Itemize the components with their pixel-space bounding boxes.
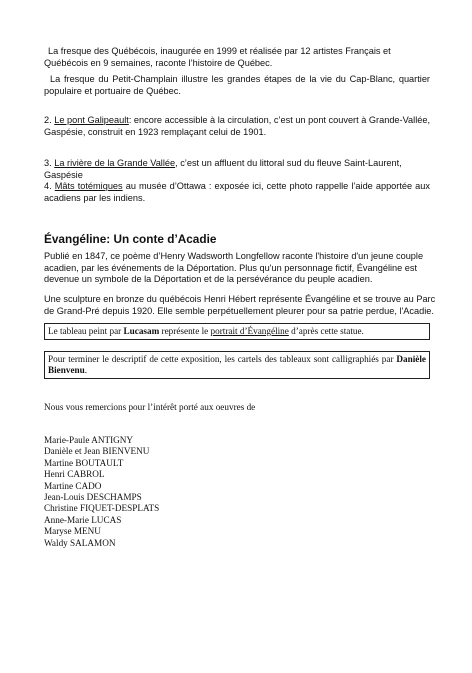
paragraph-text: Une sculpture en bronze du québécois Henri Hébert représente Évangéline et se trouve au Parc de Grand-Pré depuis 1920. Elle semble perpétuellement pleurer pour sa patrie perdue, l'Acadie. bbox=[44, 294, 436, 316]
paragraph-item-3 bbox=[44, 158, 430, 181]
list-item: Marie-Paule ANTIGNY bbox=[44, 435, 134, 445]
item-text: au musée d’Ottawa : exposée ici, cette photo rappelle l’aide apportée aux acadiens par les indiens. bbox=[44, 181, 430, 203]
list-item: Christine FIQUET-DESPLATS bbox=[44, 503, 160, 514]
riviere-grande-vallee-link[interactable]: La rivière de la Grande Vallée bbox=[54, 158, 176, 168]
box-text: Pour terminer le descriptif de cette exposition, les cartels des tableaux sont calligraphiés par bbox=[48, 354, 394, 364]
list-item: Martine BOUTAULT bbox=[44, 457, 124, 468]
mats-totemiques-link[interactable]: Mâts totémiques bbox=[54, 181, 123, 191]
section-title: Évangéline: Un conte d’Acadie bbox=[44, 232, 217, 246]
evangeline-paragraph-1 bbox=[44, 251, 436, 286]
paragraph-text: Publié en 1847, ce poème d’Henry Wadsworth Longfellow raconte l'histoire d'un jeune couple acadien, par les événements de la Déportation. Plus qu'un personnage fictif, Évangéline est devenue un symbole de la Déportation et de la persévérance du peuple acadien. bbox=[44, 251, 424, 285]
bienvenu-box bbox=[44, 351, 430, 379]
item-number: 3. bbox=[44, 158, 52, 168]
item-text: , c’est un affluent du littoral sud du fleuve Saint-Laurent, Gaspésie bbox=[44, 158, 402, 180]
paragraph-item-2 bbox=[44, 115, 430, 138]
evangeline-paragraph-2 bbox=[44, 294, 436, 317]
list-item: Anne-Marie LUCAS bbox=[44, 514, 122, 525]
pont-galipeault-link[interactable]: Le pont Galipeault bbox=[54, 115, 129, 125]
list-item: Henri CABROL bbox=[44, 469, 105, 480]
box-end: . bbox=[84, 365, 88, 376]
list-item: Waldy SALAMON bbox=[44, 537, 116, 548]
artist-name: Lucasam bbox=[123, 326, 160, 336]
paragraph-fresque-quebecois bbox=[44, 46, 430, 69]
list-item: Danièle et Jean BIENVENU bbox=[44, 446, 150, 457]
artist-list bbox=[44, 435, 159, 549]
list-item: Martine CADO bbox=[44, 480, 102, 491]
portrait-evangeline-link[interactable]: portrait d’Évangéline bbox=[210, 326, 289, 336]
box-suffix: d’après cette statue. bbox=[291, 326, 364, 336]
box-prefix: Le tableau peint par bbox=[48, 326, 122, 336]
paragraph-text: La fresque du Petit-Champlain illustre les grandes étapes de la vie du Cap-Blanc, quartier populaire et portuaire de Québec. bbox=[44, 74, 430, 96]
lucasam-box bbox=[44, 323, 430, 340]
list-item: Maryse MENU bbox=[44, 526, 101, 537]
item-number: 4. bbox=[44, 181, 52, 191]
item-number: 2. bbox=[44, 115, 52, 125]
item-text: : encore accessible à la circulation, c’est un pont couvert à Grande-Vallée, Gaspésie, construit en 1923 remplaçant celui de 1901. bbox=[44, 115, 431, 137]
thanks-line: Nous vous remercions pour l’intérêt porté aux oeuvres de bbox=[44, 402, 256, 412]
paragraph-text: La fresque des Québécois, inaugurée en 1999 et réalisée par 12 artistes Français et Québécois en 9 semaines, raconte l’histoire de Québec. bbox=[44, 46, 391, 68]
box-middle: représente le bbox=[161, 326, 209, 336]
paragraph-item-4 bbox=[44, 181, 430, 204]
list-item: Jean-Louis DESCHAMPS bbox=[44, 492, 142, 503]
calligrapher-name: Danièle Bienvenu bbox=[48, 354, 426, 376]
paragraph-fresque-petit-champlain bbox=[44, 74, 430, 97]
